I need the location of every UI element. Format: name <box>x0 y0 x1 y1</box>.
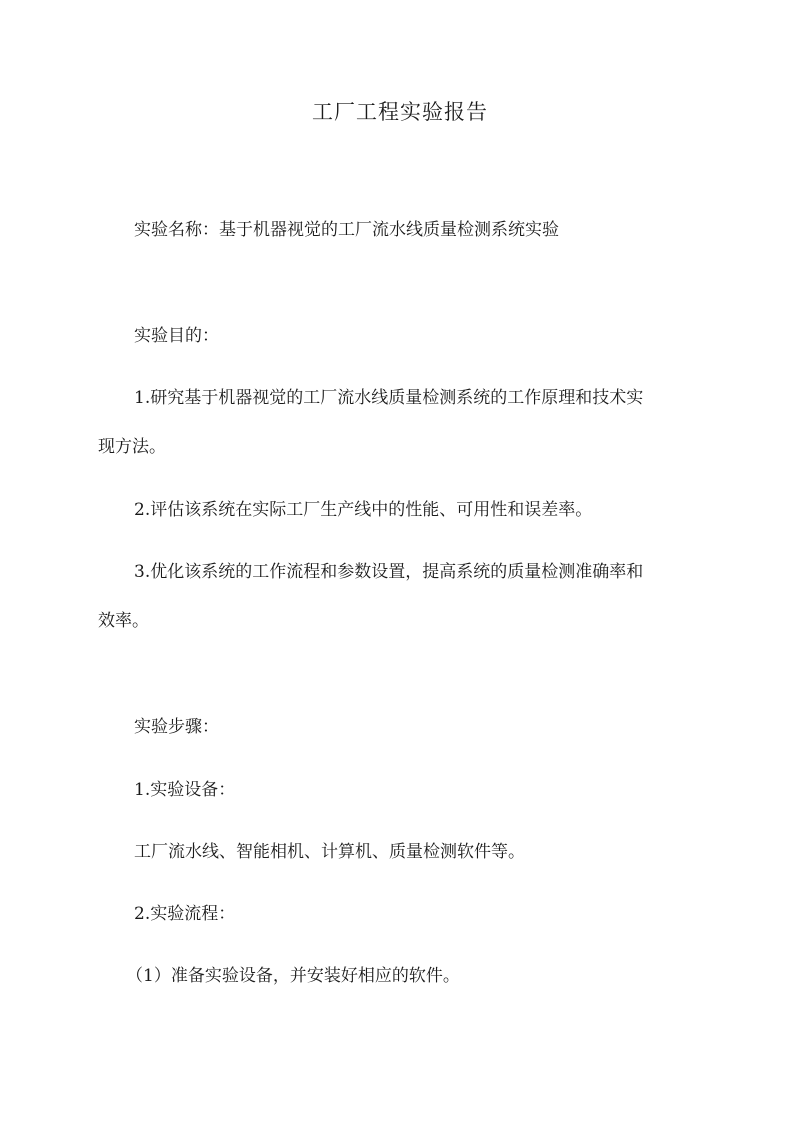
process-heading: 2.实验流程： <box>134 904 236 924</box>
purpose-item-3-line-1: 3.优化该系统的工作流程和参数设置，提高系统的质量检测准确率和 <box>134 562 644 582</box>
purpose-item-1-line-1: 1.研究基于机器视觉的工厂流水线质量检测系统的工作原理和技术实 <box>134 388 644 408</box>
steps-heading: 实验步骤： <box>134 717 219 737</box>
purpose-item-3-line-2: 效率。 <box>98 611 149 631</box>
experiment-name: 实验名称：基于机器视觉的工厂流水线质量检测系统实验 <box>134 220 559 240</box>
document-title: 工厂工程实验报告 <box>312 100 488 124</box>
equipment-heading: 1.实验设备： <box>134 780 236 800</box>
purpose-item-2: 2.评估该系统在实际工厂生产线中的性能、可用性和误差率。 <box>134 500 593 520</box>
equipment-list: 工厂流水线、智能相机、计算机、质量检测软件等。 <box>134 842 525 862</box>
purpose-heading: 实验目的： <box>134 326 219 346</box>
purpose-item-1-line-2: 现方法。 <box>98 437 166 457</box>
process-item-1: （1）准备实验设备，并安装好相应的软件。 <box>126 966 460 986</box>
